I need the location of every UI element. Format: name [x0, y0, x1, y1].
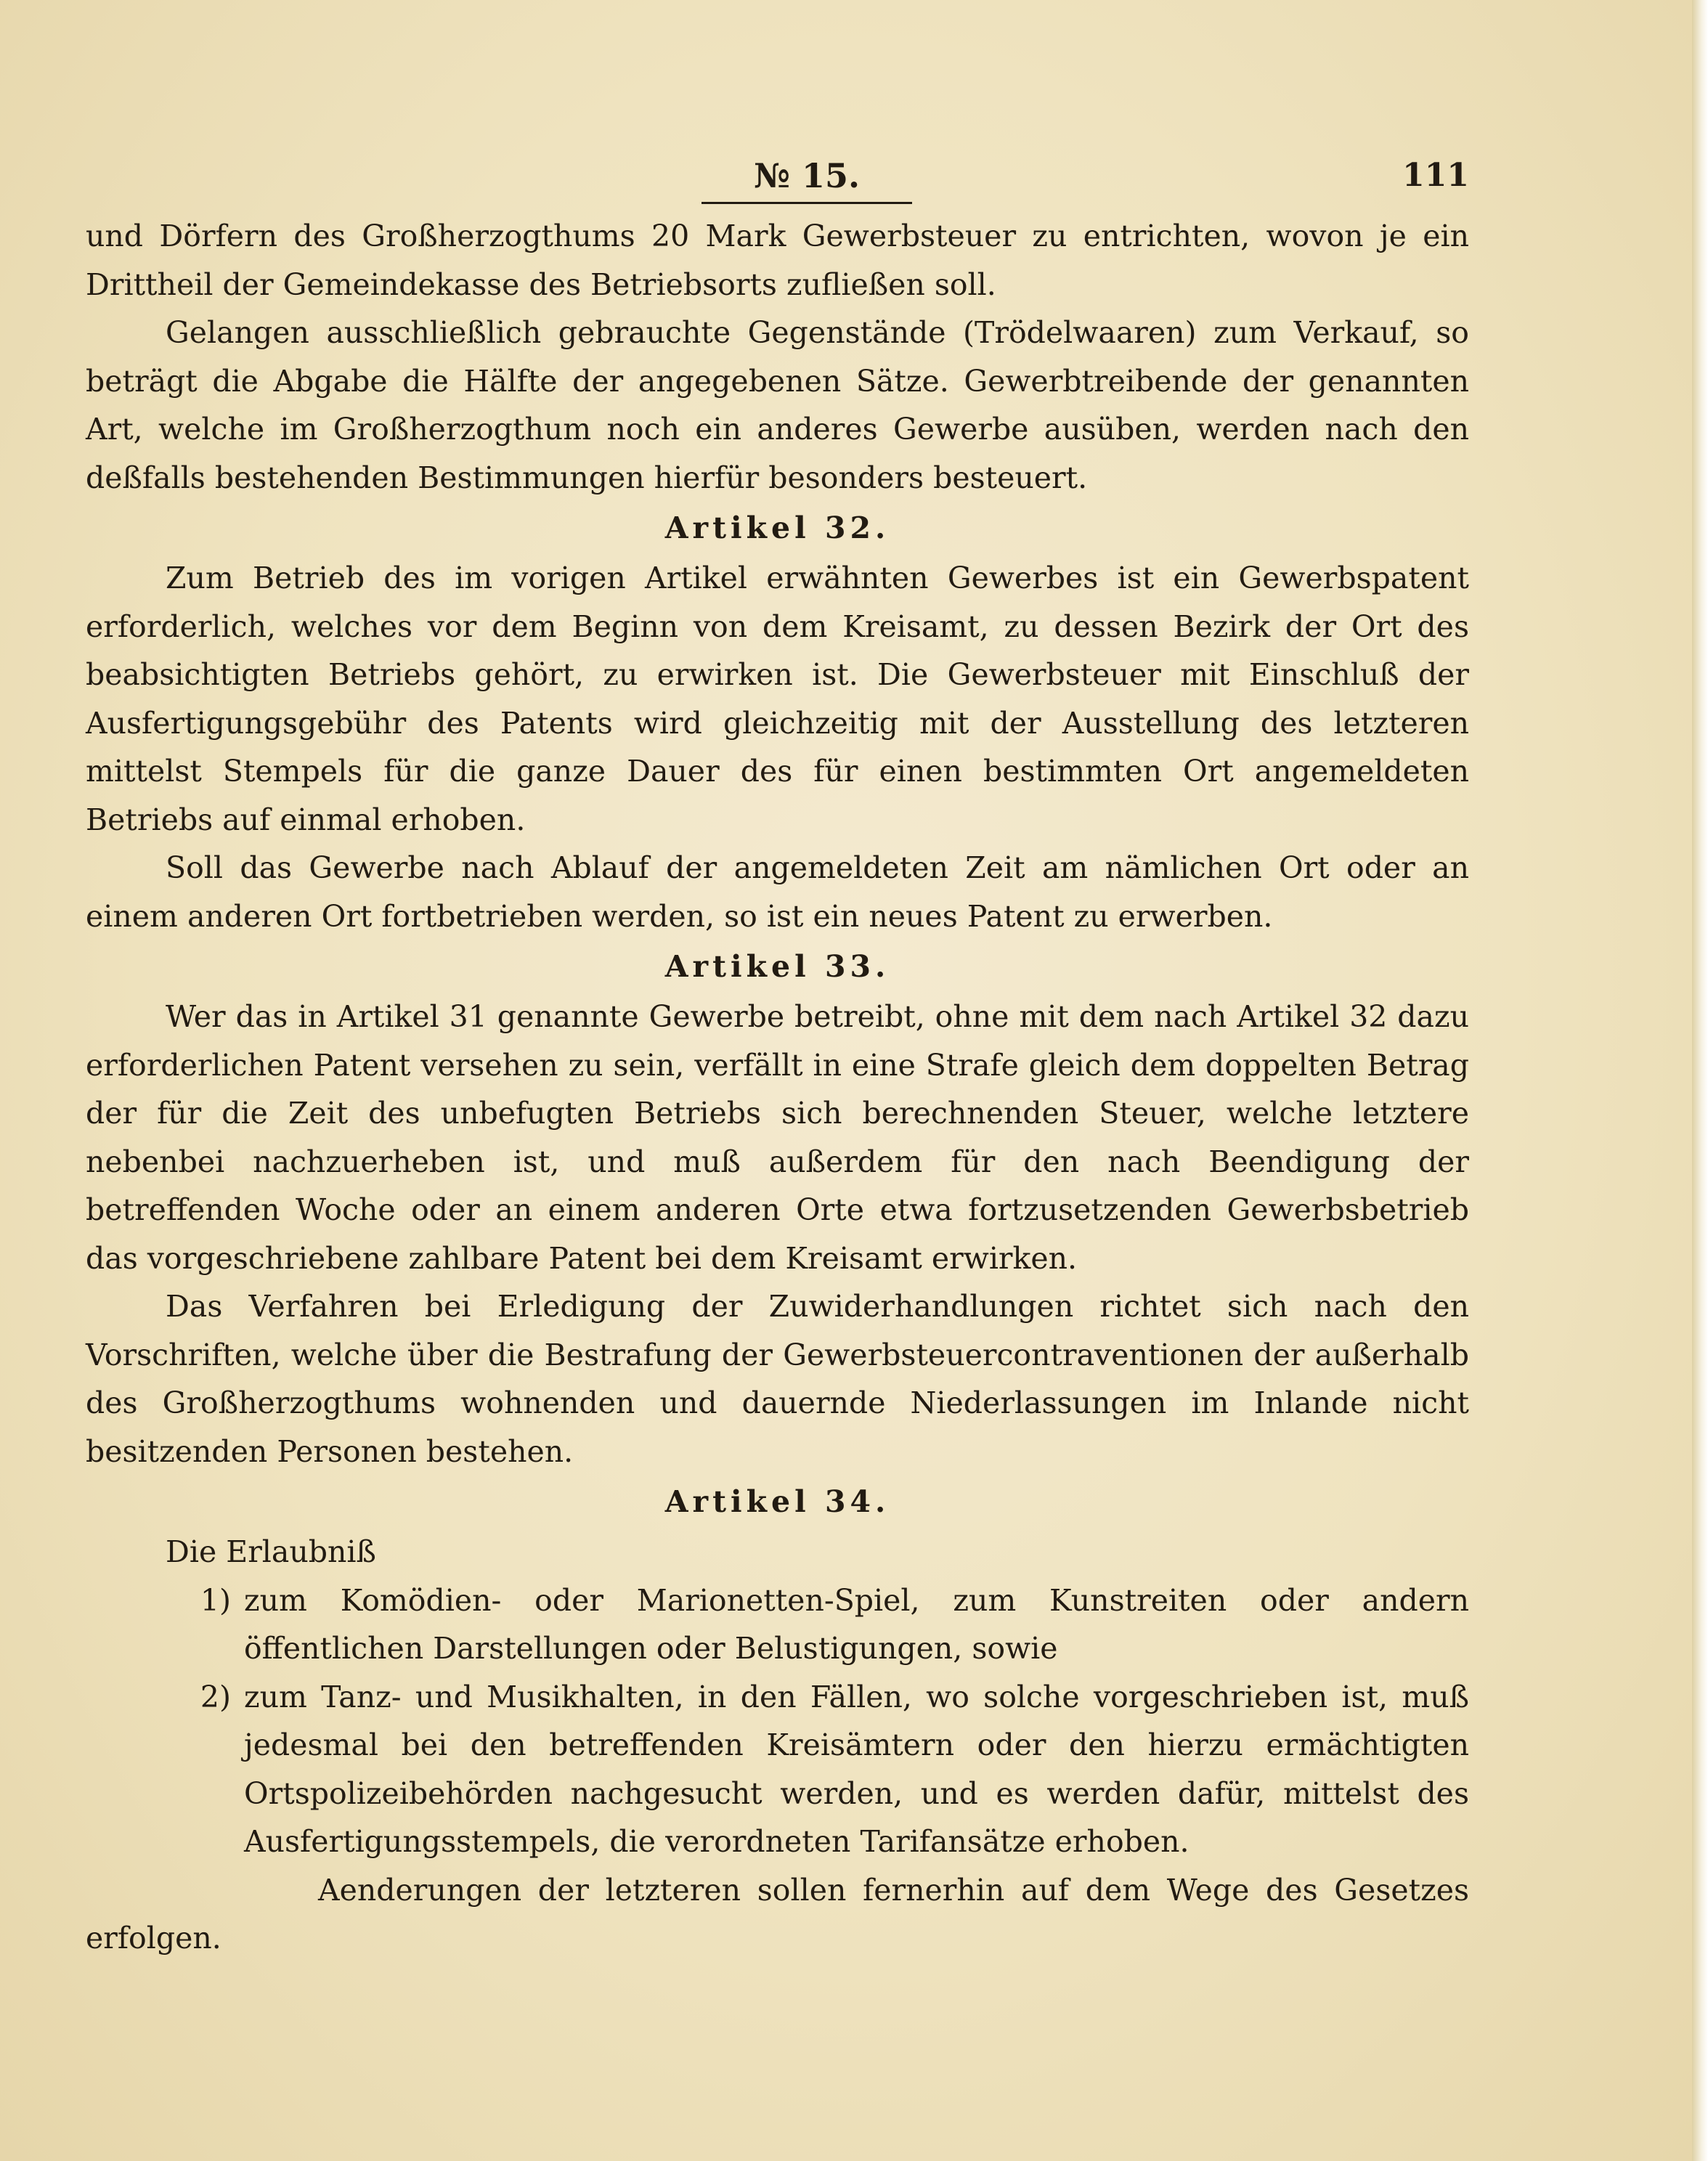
issue-number: № 15.: [702, 152, 912, 204]
list-marker: 1): [200, 1582, 231, 1618]
paragraph-continued: und Dörfern des Großherzogthums 20 Mark Gewerbsteuer zu entrichten, wovon je ein Drittheil der Gemeindekasse des Betriebsorts zufließen soll.: [86, 219, 1469, 302]
paragraph: Wer das in Artikel 31 genannte Gewerbe betreibt, ohne mit dem nach Artikel 32 dazu erforderlichen Patent versehen zu sein, verfällt in eine Strafe gleich dem doppelten Betrag der für die Zeit des unbefugten Betriebs sich berechnenden Steuer, welche letztere nebenbei nachzuerheben ist, und muß außerdem für den nach Beendigung der betreffenden Woche oder an einem anderen Orte etwa fortzusetzenden Gewerbsbetrieb das vorgeschriebene zahlbare Patent bei dem Kreisamt erwirken.: [86, 999, 1469, 1276]
list-intro: Die Erlaubniß: [166, 1534, 376, 1569]
article-heading-34: Artikel 34.: [664, 1484, 890, 1519]
list-item: [86, 1673, 1469, 1866]
page-header: [86, 152, 1469, 212]
article-heading-33: Artikel 33.: [664, 949, 890, 984]
list-item-text: zum Tanz- und Musikhalten, in den Fällen, wo solche vorgeschrieben ist, muß jedesmal bei den betreffenden Kreisämtern oder den hierzu ermächtigten Ortspolizeibehörden nachgesucht werden, und es werden dafür, mittelst des Ausfertigungsstempels, die verordneten Tarifansätze erhoben.: [244, 1679, 1469, 1859]
paragraph: Das Verfahren bei Erledigung der Zuwiderhandlungen richtet sich nach den Vorschriften, welche über die Bestrafung der Gewerbsteuercontraventionen der außerhalb des Großherzogthums wohnenden und dauernde Niederlassungen im Inlande nicht besitzenden Personen bestehen.: [86, 1289, 1469, 1469]
page-edge: [1692, 0, 1708, 2161]
page-text: [86, 152, 1469, 1963]
list-item-text: zum Komödien- oder Marionetten-Spiel, zum Kunstreiten oder andern öffentlichen Darstellungen oder Belustigungen, sowie: [244, 1582, 1469, 1666]
list-item: [86, 1576, 1469, 1673]
paragraph: Gelangen ausschließlich gebrauchte Gegenstände (Trödelwaaren) zum Verkauf, so beträgt die Abgabe die Hälfte der angegebenen Sätze. Gewerbtreibende der genannten Art, welche im Großherzogthum noch ein anderes Gewerbe ausüben, werden nach den deßfalls bestehenden Bestimmungen hierfür besonders besteuert.: [86, 315, 1469, 495]
page-number: 111: [1402, 157, 1469, 194]
closing-paragraph: Aenderungen der letzteren sollen fernerhin auf dem Wege des Gesetzes erfolgen.: [86, 1872, 1469, 1956]
paragraph: Soll das Gewerbe nach Ablauf der angemeldeten Zeit am nämlichen Ort oder an einem anderen Ort fortbetrieben werden, so ist ein neues Patent zu erwerben.: [86, 850, 1469, 934]
paragraph: Zum Betrieb des im vorigen Artikel erwähnten Gewerbes ist ein Gewerbspatent erforderlich, welches vor dem Beginn von dem Kreisamt, zu dessen Bezirk der Ort des beabsichtigten Betriebs gehört, zu erwirken ist. Die Gewerbsteuer mit Einschluß der Ausfertigungsgebühr des Patents wird gleichzeitig mit der Ausstellung des letzteren mittelst Stempels für die ganze Dauer des für einen bestimmten Ort angemeldeten Betriebs auf einmal erhoben.: [86, 561, 1469, 837]
article-heading-32: Artikel 32.: [664, 510, 890, 545]
list-marker: 2): [200, 1679, 231, 1714]
